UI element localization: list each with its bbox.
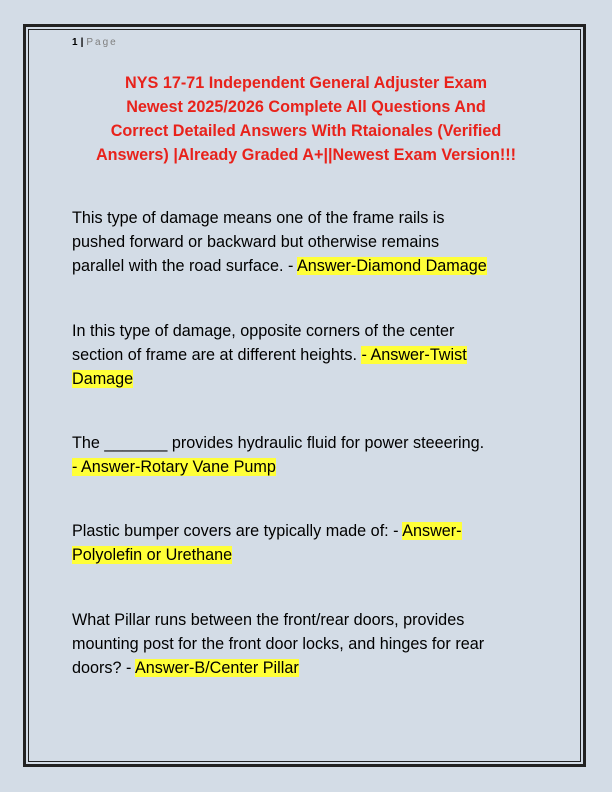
question-line xyxy=(72,254,547,278)
answer-highlight: Polyolefin or Urethane xyxy=(72,546,233,564)
question-text: The _______ provides hydraulic fluid for power steeering. xyxy=(72,434,485,452)
title-line: Newest 2025/2026 Complete All Questions And xyxy=(126,98,486,116)
question-block-1 xyxy=(72,206,547,278)
document-title xyxy=(60,71,552,167)
page-number: 1 xyxy=(72,37,78,48)
question-line xyxy=(72,343,547,367)
title-line: Answers) |Already Graded A+||Newest Exam Version!!! xyxy=(95,146,517,164)
answer-highlight: Answer-B/Center Pillar xyxy=(135,659,299,677)
question-text: doors? - xyxy=(72,659,135,677)
question-line xyxy=(72,656,547,680)
question-block-4 xyxy=(72,519,547,567)
question-line xyxy=(72,519,547,543)
question-block-2 xyxy=(72,319,547,391)
question-text: parallel with the road surface. - xyxy=(72,257,297,275)
question-text: In this type of damage, opposite corners of the center xyxy=(72,322,455,340)
answer-highlight: Answer- xyxy=(402,522,462,540)
answer-highlight: - Answer-Rotary Vane Pump xyxy=(72,458,276,476)
question-text: pushed forward or backward but otherwise remains xyxy=(72,233,440,251)
title-line: Correct Detailed Answers With Rtaionales (Verified xyxy=(110,122,502,140)
page-label: Page xyxy=(86,37,118,48)
page-number-header xyxy=(72,37,118,48)
question-text: This type of damage means one of the frame rails is xyxy=(72,209,445,227)
page-number-separator: | xyxy=(80,37,84,48)
question-block-5 xyxy=(72,608,547,680)
question-block-3 xyxy=(72,431,547,479)
question-text: What Pillar runs between the front/rear doors, provides xyxy=(72,611,465,629)
answer-highlight: Answer-Diamond Damage xyxy=(296,257,487,275)
question-text: Plastic bumper covers are typically made of: - xyxy=(72,522,403,540)
question-text: section of frame are at different heights. xyxy=(72,346,362,364)
answer-highlight: Damage xyxy=(72,370,134,388)
question-text: mounting post for the front door locks, and hinges for rear xyxy=(72,635,485,653)
answer-highlight: - Answer-Twist xyxy=(361,346,467,364)
title-line: NYS 17-71 Independent General Adjuster Exam xyxy=(125,74,487,92)
